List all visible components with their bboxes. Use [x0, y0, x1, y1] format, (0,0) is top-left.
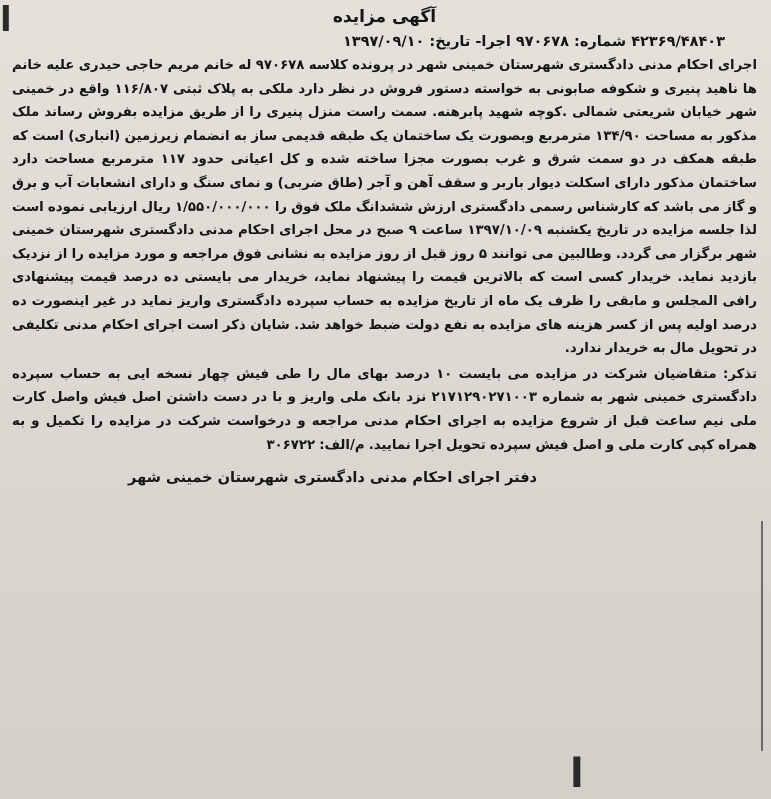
adjacent-column-fragment-bottom: ا [570, 751, 584, 797]
notice-reminder: تذکر: متقاضیان شرکت در مزایده می بایست ۱۰ درصد بهای مال را طی فیش چهار نسخه ایی به حساب سپرده دادگستری خمینی شهر به شماره ۲۱۷۱۲۹۰۲۷۱۰۰۳ نزد بانک ملی واریز و با در دست داشتن اصل فیش واصل کارت ملی نیم ساعت قبل از شروع مزایده به اجرای احکام مدنی مراجعه و درخواست شرکت در مزایده را تکمیل و به همراه کپی کارت ملی و اصل فیش سپرده تحویل اجرا نمایید. م/الف: ۳۰۶۷۲۲ [12, 366, 757, 453]
column-divider [761, 521, 763, 751]
adjacent-column-fragment: ا [0, 0, 12, 40]
notice-body: اجرای احکام مدنی دادگستری شهرستان خمینی شهر در پرونده کلاسه ۹۷۰۶۷۸ له خانم مریم حاجی حیدری علیه خانم ها ناهید پنیری و شکوفه صابونی به خواسته دستور فروش در نظر دارد ملکی به پلاک ثبتی ۱۱۶/۸۰۷ واقع در خمینی شهر خیابان شریعتی شمالی .کوچه شهید پابرهنه. سمت راست منزل پنیری را از طریق مزایده بفروش رساند ملک مذکور به مساحت ۱۳۴/۹۰ مترمربع وبصورت یک ساختمان یک طبقه قدیمی ساز به انضمام زیرزمین (انباری) است که طبقه همکف در دو سمت شرق و غرب بصورت مجزا ساخته شده و کل اعیانی حدود ۱۱۷ مترمربع مساحت دارد ساختمان مذکور دارای اسکلت دیوار باربر و سقف آهن و آجر (طاق ضربی) و نمای سنگ و دارای انشعابات آب و برق و گاز می باشد که کارشناس رسمی دادگستری ارزش ششدانگ ملک فوق را ۱/۵۵۰/۰۰۰/۰۰۰ ریال ارزیابی نموده است لذا جلسه مزایده در تاریخ یکشنبه ۱۳۹۷/۱۰/۰۹ ساعت ۹ صبح در محل اجرای احکام مدنی دادگستری شهرستان خمینی شهر برگزار می گردد. وطالبین می توانند ۵ روز قبل از روز مزایده به نشانی فوق مراجعه و مورد مزایده را از نزدیک بازدید نماید. خریدار کسی است که بالاترین قیمت را پیشنهاد نماید، خریدار می بایستی ده درصد قیمت پیشنهادی رافی المجلس و مابقی را ظرف یک ماه از تاریخ مزایده به حساب سپرده دادگستری واریز نماید در غیر اینصورت ده درصد اولیه پس از کسر هزینه های مزایده به نفع دولت ضبط خواهد شد. شایان ذکر است اجرای احکام مدنی تکلیفی در تحویل مال به خریدار ندارد. [12, 58, 758, 357]
notice-title: آگهی مزایده [332, 7, 437, 27]
notice-reference: ۴۲۳۶۹/۴۸۴۰۳ شماره: ۹۷۰۶۷۸ اجرا- تاریخ: ۱۳۹۷/۰۹/۱۰ [342, 34, 725, 50]
issuing-office: دفتر اجرای احکام مدنی دادگستری شهرستان خمینی شهر [128, 470, 537, 487]
